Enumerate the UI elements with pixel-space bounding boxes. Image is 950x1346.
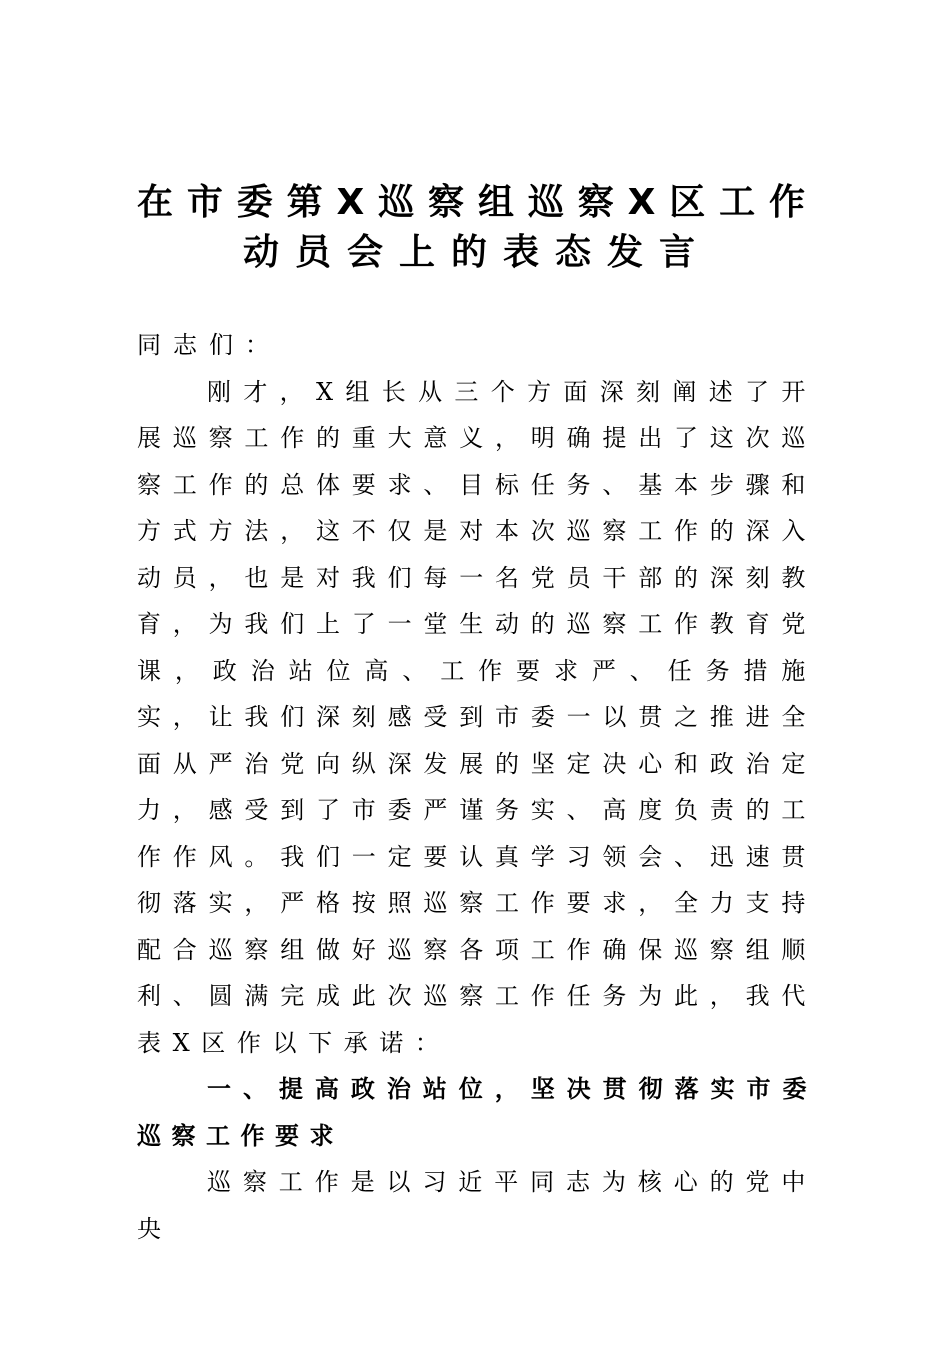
document-page xyxy=(137,0,817,1346)
paragraph-section-1: 巡察工作是以习近平同志为核心的党中央 xyxy=(137,1168,817,1243)
document-body xyxy=(137,322,817,1252)
paragraph-intro: 刚才，X组长从三个方面深刻阐述了开展巡察工作的重大意义，明确提出了这次巡察工作的总体要求、目标任务、基本步骤和方式方法，这不仅是对本次巡察工作的深入动员，也是对我们每一名党员干部的深刻教育，为我们上了一堂生动的巡察工作教育党课，政治站位高、工作要求严、任务措施实，让我们深刻感受到市委一以贯之推进全面从严治党向纵深发展的坚定决心和政治定力，感受到了市委严谨务实、高度负责的工作作风。我们一定要认真学习领会、迅速贯彻落实，严格按照巡察工作要求，全力支持配合巡察组做好巡察各项工作确保巡察组顺利、圆满完成此次巡察工作任务为此，我代表X区作以下承诺： xyxy=(137,377,817,1057)
document-title xyxy=(137,178,817,278)
title-line-2: 动员会上的表态发言 xyxy=(242,232,711,273)
section-heading-1: 一、提高政治站位，坚决贯彻落实市委巡察工作要求 xyxy=(137,1075,817,1150)
title-line-1: 在市委第X巡察组巡察X区工作 xyxy=(137,182,817,223)
greeting: 同志们： xyxy=(137,331,281,359)
